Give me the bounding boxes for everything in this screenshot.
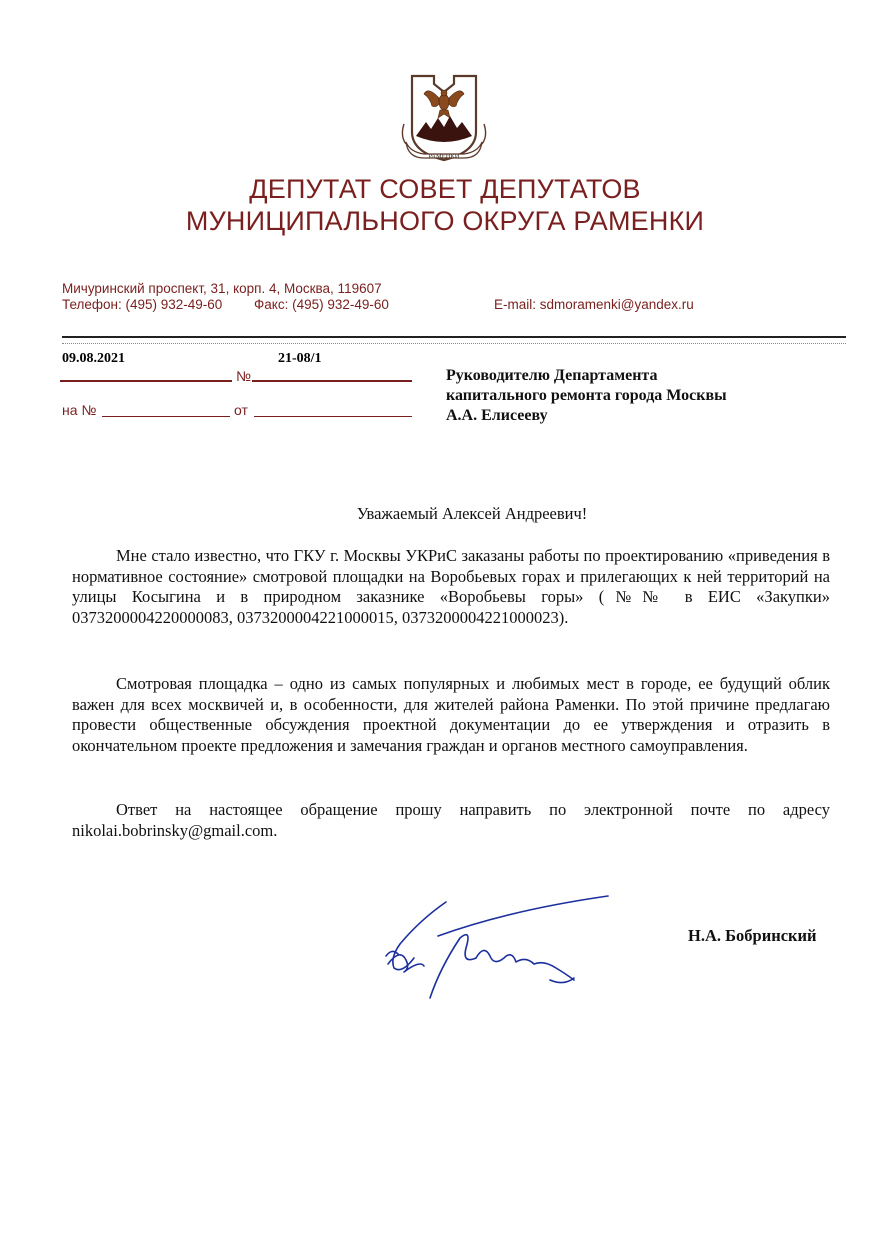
phone: Телефон: (495) 932-49-60	[62, 297, 223, 312]
coat-of-arms-logo	[398, 72, 490, 168]
letterhead-title-line-2: МУНИЦИПАЛЬНОГО ОКРУГА РАМЕНКИ	[185, 206, 705, 236]
email: E-mail: sdmoramenki@yandex.ru	[494, 297, 694, 312]
recipient-line-3: А.А. Елисееву	[446, 407, 548, 424]
from-underline	[254, 416, 412, 417]
svg-text:РАМЕНКИ: РАМЕНКИ	[428, 153, 460, 160]
fax: Факс: (495) 932-49-60	[254, 297, 389, 312]
letterhead-title-line-1: ДЕПУТАТ СОВЕТ ДЕПУТАТОВ	[249, 174, 641, 204]
greeting: Уважаемый Алексей Андреевич!	[356, 504, 588, 523]
number-label: №	[236, 368, 252, 384]
recipient-line-2: капитального ремонта города Москвы	[446, 387, 727, 404]
address: Мичуринский проспект, 31, корп. 4, Москва, 119607	[62, 281, 382, 296]
reference-label: на №	[62, 402, 97, 418]
header-divider-thin	[62, 343, 846, 344]
handwritten-signature	[380, 888, 620, 1000]
date-underline	[60, 380, 232, 382]
number-underline	[252, 380, 412, 382]
letter-number: 21-08/1	[278, 351, 322, 366]
from-label: от	[234, 402, 248, 418]
body-paragraph-3: Ответ на настоящее обращение прошу направить по электронной почте по адресу nikolai.bobrinsky@gmail.com.	[72, 800, 830, 840]
body-paragraph-1: Мне стало известно, что ГКУ г. Москвы УКРиС заказаны работы по проектированию «приведения в нормативное состояние» смотровой площадки на Воробьевых горах и прилегающих к ней территорий на улицы Косыгина и в природном заказнике «Воробьевы горы» (№№ в ЕИС «Закупки» 0373200004220000083, 0373200004221000015, 0373200004221000023).	[72, 546, 830, 627]
signer-name: Н.А. Бобринский	[688, 926, 817, 945]
recipient-line-1: Руководителю Департамента	[446, 367, 658, 384]
reference-underline	[102, 416, 230, 417]
header-divider	[62, 336, 846, 338]
recipient-block	[446, 366, 727, 426]
letter-date: 09.08.2021	[62, 351, 125, 366]
body-paragraph-2: Смотровая площадка – одно из самых популярных и любимых мест в городе, ее будущий облик важен для всех москвичей и, в особенности, для жителей района Раменки. По этой причине предлагаю провести общественные обсуждения проектной документации до ее утверждения и отразить в окончательном проекте предложения и замечания граждан и органов местного самоуправления.	[72, 674, 830, 755]
